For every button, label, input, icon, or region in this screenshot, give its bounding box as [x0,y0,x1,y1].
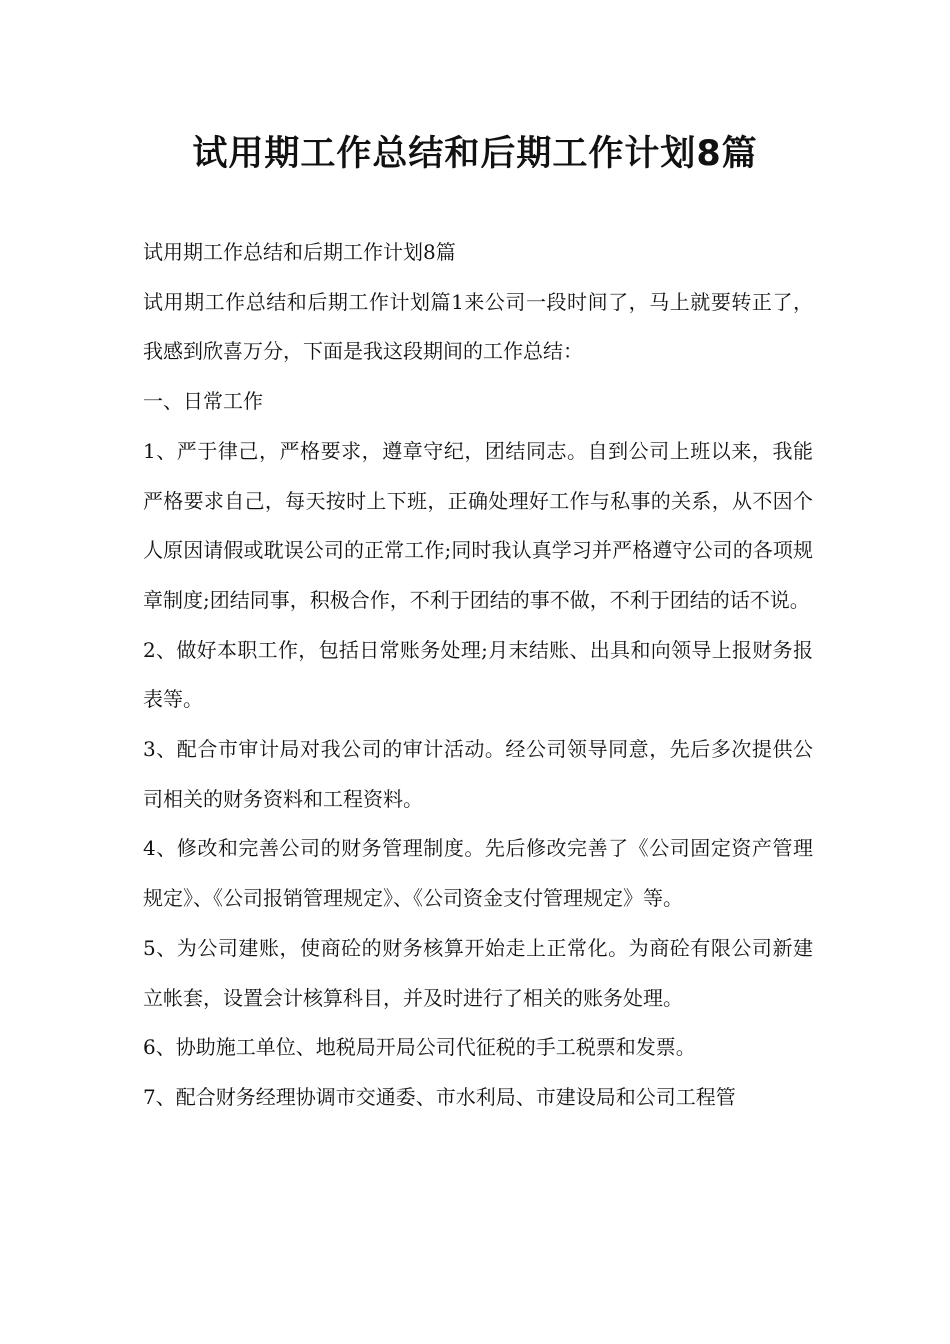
paragraph-item-5: 5、为公司建账，使商砼的财务核算开始走上正常化。为商砼有限公司新建立帐套，设置会计核算科目，并及时进行了相关的账务处理。 [143,935,813,1010]
document-body [143,228,813,1123]
paragraph-item-4: 4、修改和完善公司的财务管理制度。先后修改完善了《公司固定资产管理规定》、《公司报销管理规定》、《公司资金支付管理规定》等。 [143,836,813,911]
paragraph-item-7: 7、配合财务经理协调市交通委、市水利局、市建设局和公司工程管 [143,1084,736,1109]
section-heading-daily-work: 一、日常工作 [143,389,263,414]
paragraph-subtitle: 试用期工作总结和后期工作计划8篇 [143,240,456,264]
paragraph-item-6: 6、协助施工单位、地税局开局公司代征税的手工税票和发票。 [143,1035,696,1060]
paragraph-item-2: 2、做好本职工作，包括日常账务处理;月末结账、出具和向领导上报财务报表等。 [143,637,813,712]
paragraph-intro: 试用期工作总结和后期工作计划篇1来公司一段时间了，马上就要转正了，我感到欣喜万分，下面是我这段期间的工作总结： [143,289,813,364]
paragraph-item-1: 1、严于律己，严格要求，遵章守纪，团结同志。自到公司上班以来，我能严格要求自己，每天按时上下班，正确处理好工作与私事的关系，从不因个人原因请假或耽误公司的正常工作;同时我认真学习并严格遵守公司的各项规章制度;团结同事，积极合作，不利于团结的事不做，不利于团结的话不说。 [143,438,813,612]
paragraph-item-3: 3、配合市审计局对我公司的审计活动。经公司领导同意，先后多次提供公司相关的财务资料和工程资料。 [143,737,813,811]
document-title: 试用期工作总结和后期工作计划8篇 [192,134,758,174]
